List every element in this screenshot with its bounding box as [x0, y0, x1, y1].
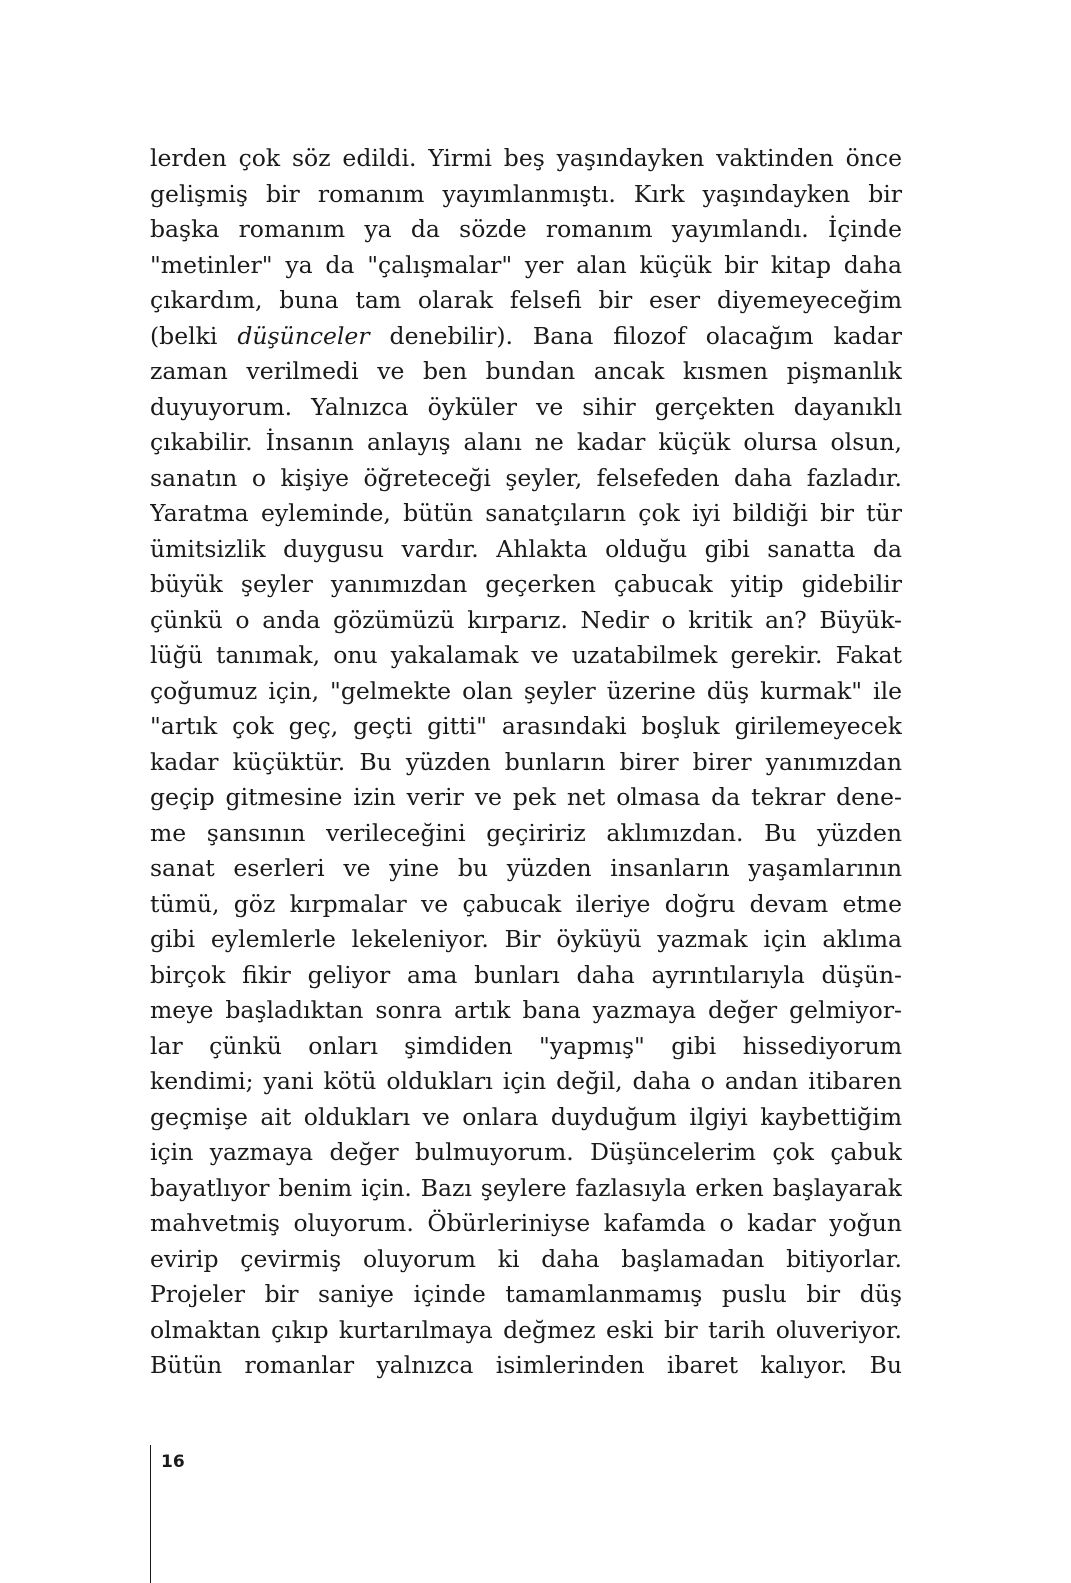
text-line: olmaktan çıkıp kurtarılmaya değmez eski bir tarih oluveriyor. — [150, 1315, 902, 1344]
text-segment: denebilir). Bana filozof olacağım kadar — [369, 321, 902, 350]
text-line: birçok fikir geliyor ama bunları daha ayrıntılarıyla düşün- — [150, 960, 902, 989]
text-line: meye başladıktan sonra artık bana yazmaya değer gelmiyor- — [150, 996, 902, 1024]
text-line: sanat eserleri ve yine bu yüzden insanların yaşamlarının — [150, 854, 902, 882]
text-line: büyük şeyler yanımızdan geçerken çabucak yitip gidebilir — [150, 570, 902, 598]
body-paragraph — [150, 141, 902, 1384]
text-line: başka romanım ya da sözde romanım yayımlandı. İçinde — [150, 215, 902, 243]
text-line: zaman verilmedi ve ben bundan ancak kısmen pişmanlık — [150, 357, 902, 385]
text-line: lüğü tanımak, onu yakalamak ve uzatabilmek gerekir. Fakat — [150, 641, 902, 669]
text-line: lerden çok söz edildi. Yirmi beş yaşındayken vaktinden önce — [150, 144, 902, 172]
text-line: mahvetmiş oluyorum. Öbürleriniyse kafamda o kadar yoğun — [150, 1209, 902, 1237]
text-line: Bütün romanlar yalnızca isimlerinden ibaret kalıyor. Bu — [150, 1351, 902, 1379]
text-line: bayatlıyor benim için. Bazı şeylere fazlasıyla erken başlayarak — [150, 1173, 902, 1202]
text-line: çıkardım, buna tam olarak felsefi bir eser diyemeyeceğim — [150, 286, 902, 314]
text-line: gelişmiş bir romanım yayımlanmıştı. Kırk yaşındayken bir — [150, 179, 902, 208]
text-line: geçmişe ait oldukları ve onlara duyduğum ilgiyi kaybettiğim — [150, 1102, 902, 1131]
text-line: sanatın o kişiye öğreteceği şeyler, felsefeden daha fazladır. — [150, 463, 902, 492]
italic-word: düşünceler — [237, 321, 370, 350]
text-line: "metinler" ya da "çalışmalar" yer alan küçük bir kitap daha — [150, 250, 902, 279]
text-line: kendimi; yani kötü oldukları için değil, daha o andan itibaren — [150, 1067, 902, 1095]
text-line: için yazmaya değer bulmuyorum. Düşüncelerim çok çabuk — [150, 1138, 902, 1166]
text-line: Projeler bir saniye içinde tamamlanmamış puslu bir düş — [150, 1280, 902, 1308]
text-line: evirip çevirmiş oluyorum ki daha başlamadan bitiyorlar. — [150, 1244, 902, 1273]
text-line: geçip gitmesine izin verir ve pek net olmasa da tekrar dene- — [150, 783, 902, 811]
text-line: kadar küçüktür. Bu yüzden bunların birer birer yanımızdan — [150, 747, 902, 776]
text-line: gibi eylemlerle lekeleniyor. Bir öyküyü yazmak için aklıma — [150, 925, 902, 953]
text-line: çoğumuz için, "gelmekte olan şeyler üzerine düş kurmak" ile — [150, 676, 902, 705]
text-line: lar çünkü onları şimdiden "yapmış" gibi hissediyorum — [150, 1031, 902, 1060]
text-line-with-italic — [150, 319, 902, 355]
text-line: Yaratma eyleminde, bütün sanatçıların çok iyi bildiği bir tür — [150, 499, 902, 527]
page-number: 16 — [161, 1452, 185, 1472]
text-line: duyuyorum. Yalnızca öyküler ve sihir gerçekten dayanıklı — [150, 392, 902, 421]
text-line: "artık çok geç, geçti gitti" arasındaki boşluk girilemeyecek — [150, 712, 902, 740]
text-line: çıkabilir. İnsanın anlayış alanı ne kadar küçük olursa olsun, — [150, 428, 902, 456]
margin-rule — [150, 1445, 151, 1583]
text-line: me şansının verileceğini geçiririz aklımızdan. Bu yüzden — [150, 818, 902, 847]
text-segment: (belki — [150, 321, 238, 350]
text-line: çünkü o anda gözümüzü kırparız. Nedir o kritik an? Büyük- — [150, 605, 902, 634]
text-line: ümitsizlik duygusu vardır. Ahlakta olduğu gibi sanatta da — [150, 534, 902, 563]
text-line: tümü, göz kırpmalar ve çabucak ileriye doğru devam etme — [150, 889, 902, 918]
